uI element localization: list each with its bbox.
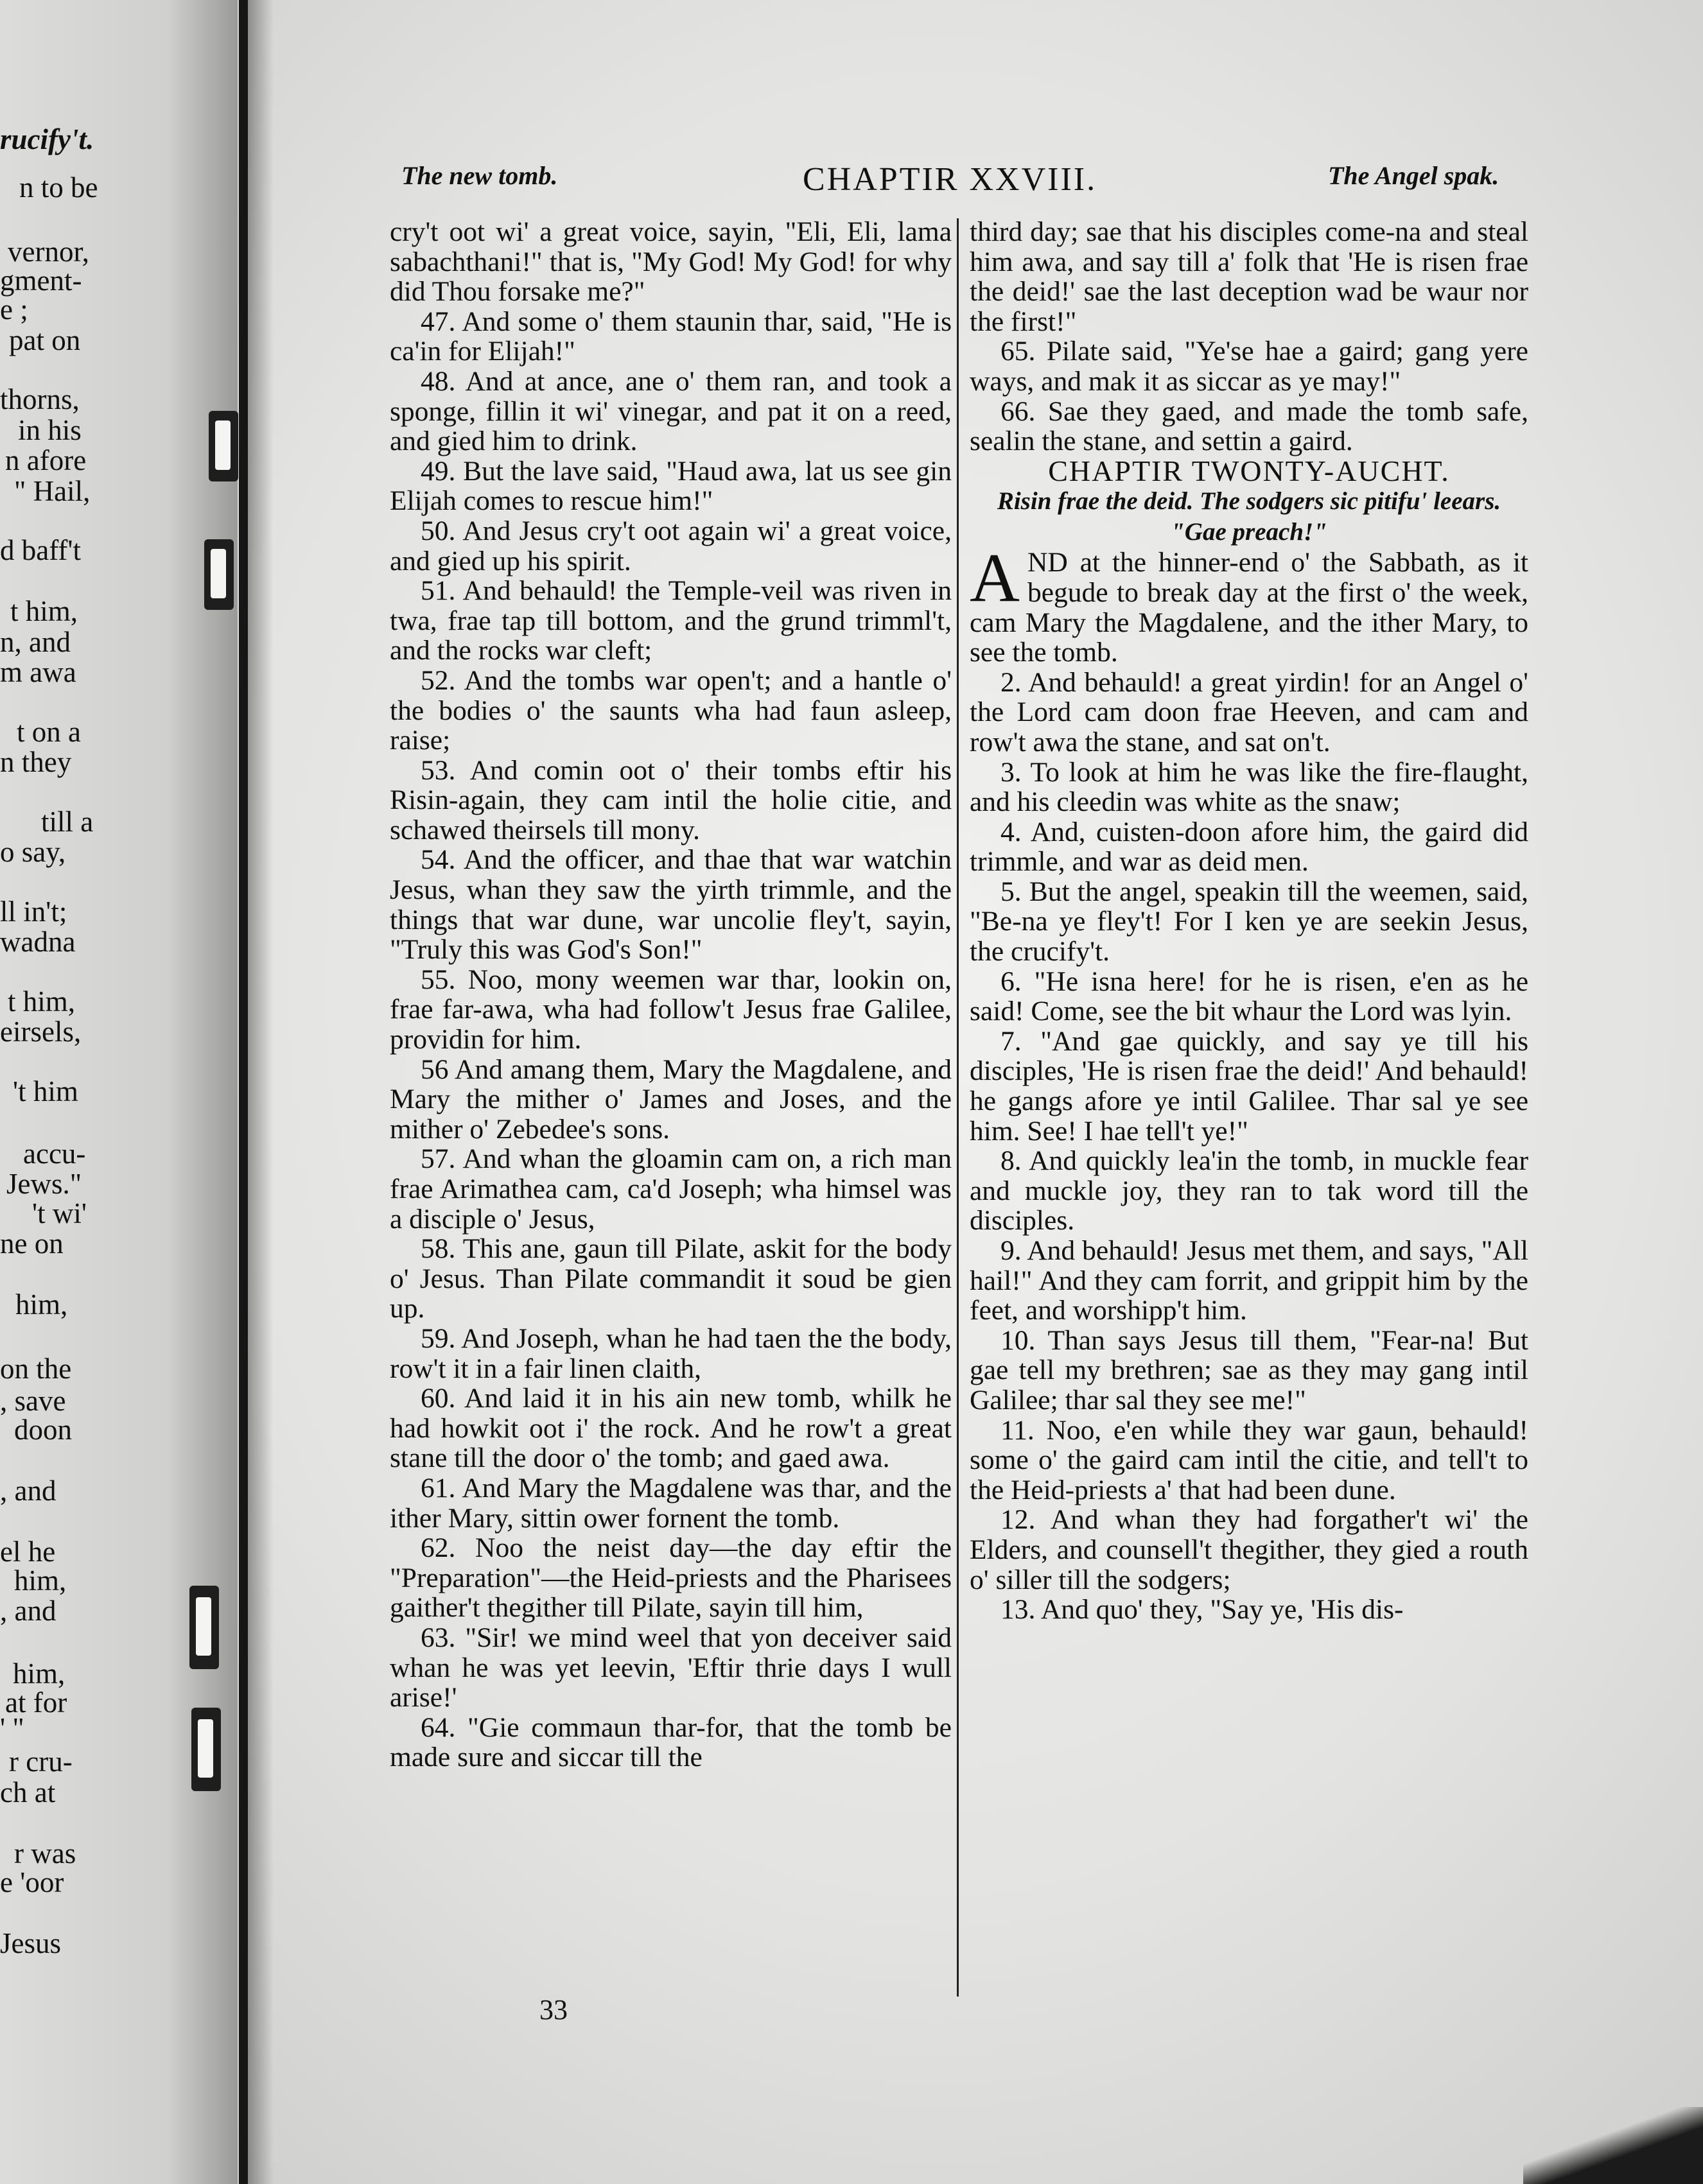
left-page-fragment: n afore (5, 444, 87, 476)
left-page-fragment: d baff't (0, 534, 81, 566)
right-column-top (970, 217, 1528, 456)
verse-paragraph: 52. And the tombs war open't; and a hantle o' the bodies o' the saunts wha had faun asleep, raise; (390, 664, 952, 756)
left-page-fragment: 't him (13, 1075, 78, 1107)
left-page-fragment: accu- (23, 1138, 86, 1170)
verse-paragraph: 13. And quo' they, "Say ye, 'His dis- (1000, 1594, 1404, 1625)
verse-paragraph: 49. But the lave said, "Haud awa, lat us see gin Elijah comes to rescue him!" (390, 455, 952, 517)
left-page-fragment: him, (14, 1564, 67, 1597)
left-page-fragment: at for (5, 1686, 67, 1719)
verse-paragraph: 59. And Joseph, whan he had taen the the body, row't it in a fair linen claith, (390, 1322, 952, 1384)
left-page-fragment: ' " (0, 1712, 24, 1744)
verse-paragraph: 54. And the officer, and thae that war watchin Jesus, whan they saw the yirth trimmle, and the things that war dune, war uncolie fley't, sayin, "Truly this was God's Son!" (390, 844, 952, 966)
verse-paragraph: 3. To look at him he was like the fire-flaught, and his cleedin was white as the snaw; (970, 756, 1528, 818)
left-page-fragment: " Hail, (14, 475, 91, 507)
binding-clip (191, 1708, 221, 1791)
left-page-fragment: 't wi' (32, 1197, 87, 1229)
left-page-fragment: , save (0, 1385, 66, 1417)
left-page-edge (0, 0, 238, 2184)
left-page-fragment: him, (13, 1658, 66, 1690)
column-divider (957, 218, 959, 1997)
verse-paragraph: 12. And whan they had forgather't wi' the Elders, and counsell't thegither, they gied a routh o' siller till the sodgers; (970, 1504, 1528, 1595)
gutter-shadow (248, 0, 274, 2184)
verse-paragraph: 61. And Mary the Magdalene was thar, and the ither Mary, sittin ower fornent the tomb. (390, 1472, 952, 1534)
running-head-right: The Angel spak. (1328, 161, 1499, 190)
left-page-fragment: n they (0, 746, 72, 778)
left-page-fragment: o say, (0, 836, 66, 868)
chapter-heading: CHAPTIR TWONTY-AUCHT. (1048, 454, 1450, 487)
left-page-fragment: Jews." (6, 1168, 82, 1200)
left-page-fragment: n to be (19, 171, 98, 204)
left-page-fragment: him, (15, 1288, 68, 1321)
right-column (970, 217, 1528, 1625)
drop-cap: A (970, 540, 1020, 617)
verse-paragraph: 48. And at ance, ane o' them ran, and took a sponge, fillin it wi' vinegar, and pat it on a reed, and gied him to drink. (390, 365, 952, 457)
verse-paragraph: 2. And behauld! a great yirdin! for an Angel o' the Lord cam doon frae Heeven, and cam and row't awa the stane, and sat on't. (970, 666, 1528, 758)
scan-corner-shadow (1523, 2107, 1703, 2184)
left-page-fragment: t him, (8, 985, 76, 1018)
left-page-fragment: eirsels, (0, 1016, 82, 1048)
verse-paragraph: 63. "Sir! we mind weel that yon deceiver said whan he was yet leevin, 'Eftir thrie days I wull arise!' (390, 1622, 952, 1713)
binding-gutter (239, 0, 248, 2184)
left-page-fragment: on the (0, 1353, 72, 1385)
left-page-fragment: , and (0, 1475, 57, 1507)
left-page-fragment: r cru- (9, 1746, 73, 1778)
verse-paragraph: 50. And Jesus cry't oot again wi' a great voice, and gied up his spirit. (390, 515, 952, 576)
left-page-fragment: wadna (0, 926, 76, 958)
running-head-left: The new tomb. (401, 161, 558, 190)
verse-paragraph: 66. Sae they gaed, and made the tomb safe, sealin the stane, and settin a gaird. (970, 395, 1528, 457)
left-page-fragment: vernor, (8, 236, 89, 268)
first-paragraph-text: ND at the hinner-end o' the Sabbath, as it begude to break day at the first o' the week, cam Mary the Magdalene, and the ither Mary, to see the tomb. (970, 547, 1528, 668)
verse-paragraph: 9. And behauld! Jesus met them, and says, "All hail!" And they cam forrit, and grippit him by the feet, and worshipp't him. (970, 1235, 1528, 1326)
verse-paragraph: 64. "Gie commaun thar-for, that the tomb be made sure and siccar till the (390, 1712, 952, 1773)
left-column (390, 217, 952, 1772)
chapter-summary: Risin frae the deid. The sodgers sic pitifu' leears. "Gae preach!" (997, 487, 1501, 546)
verse-paragraph: 4. And, cuisten-doon afore him, the gaird did trimmle, and war as deid men. (970, 816, 1528, 878)
verse-paragraph: 57. And whan the gloamin cam on, a rich man frae Arimathea cam, ca'd Joseph; wha himsel was a disciple o' Jesus, (390, 1143, 952, 1235)
verse-paragraph: cry't oot wi' a great voice, sayin, "Eli, Eli, lama sabachthani!" that is, "My God! My God! for why did Thou forsake me?" (390, 216, 952, 308)
left-page-fragment: ne on (0, 1227, 64, 1260)
verse-paragraph: 5. But the angel, speakin till the weemen, said, "Be-na ye fley't! For I ken ye are seekin Jesus, the crucify't. (970, 876, 1528, 967)
left-page-fragment: t him, (10, 595, 78, 627)
verse-paragraph: 51. And behauld! the Temple-veil was riven in twa, frae tap till bottom, and the grund trimml't, and the rocks war cleft; (390, 575, 952, 666)
left-page-fragment: Jesus (0, 1927, 62, 1959)
left-page-fragment: ll in't; (0, 896, 67, 928)
verse-paragraph: 55. Noo, mony weemen war thar, lookin on, frae far-awa, wha had follow't Jesus frae Galilee, providin for him. (390, 964, 952, 1055)
first-paragraph (970, 540, 1528, 668)
verse-paragraph: 10. Than says Jesus till them, "Fear-na! But gae tell my brethren; sae as they may gang intil Galilee; thar sal they see me!" (970, 1324, 1528, 1416)
verse-paragraph: third day; sae that his disciples come-na and steal him awa, and say till a' folk that 'He is risen frae the deid!' sae the last deception wad be waur nor the first!" (970, 216, 1528, 337)
verse-paragraph: 58. This ane, gaun till Pilate, askit for the body o' Jesus. Than Pilate commandit it soud be gien up. (390, 1233, 952, 1324)
left-page-fragment: e 'oor (0, 1866, 64, 1898)
left-page-fragment: , and (0, 1595, 57, 1627)
left-page-fragment: el he (0, 1536, 56, 1568)
binding-clip (204, 539, 234, 610)
binding-clip (209, 411, 238, 481)
verse-paragraph: 8. And quickly lea'in the tomb, in muckle fear and muckle joy, they ran to tak word till the disciples. (970, 1145, 1528, 1236)
verse-paragraph: 62. Noo the neist day—the day eftir the "Preparation"—the Heid-priests and the Pharisees gaither't thegither till Pilate, sayin till him, (390, 1532, 952, 1624)
verse-paragraph: 47. And some o' them staunin thar, said, "He is ca'in for Elijah!" (390, 306, 952, 367)
verse-paragraph: 56 And amang them, Mary the Magdalene, and Mary the mither o' James and Joses, and the mither o' Zebedee's sons. (390, 1053, 952, 1145)
page-number: 33 (539, 1994, 568, 2025)
left-page-fragment: pat on (9, 324, 81, 356)
left-page-fragment: till a (41, 806, 94, 838)
left-page-fragment: rucify't. (0, 123, 94, 155)
left-page-fragment: r was (14, 1837, 76, 1869)
verse-paragraph: 6. "He isna here! for he is risen, e'en as he said! Come, see the bit whaur the Lord was lyin. (970, 966, 1528, 1027)
left-page-fragment: ch at (0, 1776, 56, 1808)
verse-paragraph: 11. Noo, e'en while they war gaun, behauld! some o' the gaird cam intil the citie, and tell't to the Heid-priests a' that had been dune. (970, 1414, 1528, 1505)
left-page-fragment: thorns, (0, 383, 80, 415)
left-page-fragment: m awa (0, 656, 76, 688)
left-page-fragment: gment- (0, 264, 82, 297)
verse-paragraph: 65. Pilate said, "Ye'se hae a gaird; gang yere ways, and mak it as siccar as ye may!" (970, 336, 1528, 397)
right-column-verses (970, 668, 1528, 1625)
verse-paragraph: 53. And comin oot o' their tombs eftir his Risin-again, they cam intil the holie citie, and schawed theirsels till mony. (390, 754, 952, 845)
left-page-fragment: e ; (0, 293, 28, 325)
verse-paragraph: 60. And laid it in his ain new tomb, whilk he had howkit oot i' the rock. And he row't a great stane till the door o' the tomb; and gaed awa. (390, 1383, 952, 1474)
left-page-fragment: doon (14, 1414, 72, 1446)
left-page-fragment: n, and (0, 626, 71, 658)
verse-paragraph: 7. "And gae quickly, and say ye till his disciples, 'He is risen frae the deid!' And behauld! he gangs afore ye intil Galilee. Thar sal ye see him. See! I hae tell't ye!" (970, 1025, 1528, 1147)
chapter-running-title: CHAPTIR XXVIII. (803, 161, 1097, 198)
binding-clip (189, 1586, 219, 1669)
left-page-fragment: t on a (17, 716, 81, 748)
left-page-fragment: in his (18, 414, 82, 446)
